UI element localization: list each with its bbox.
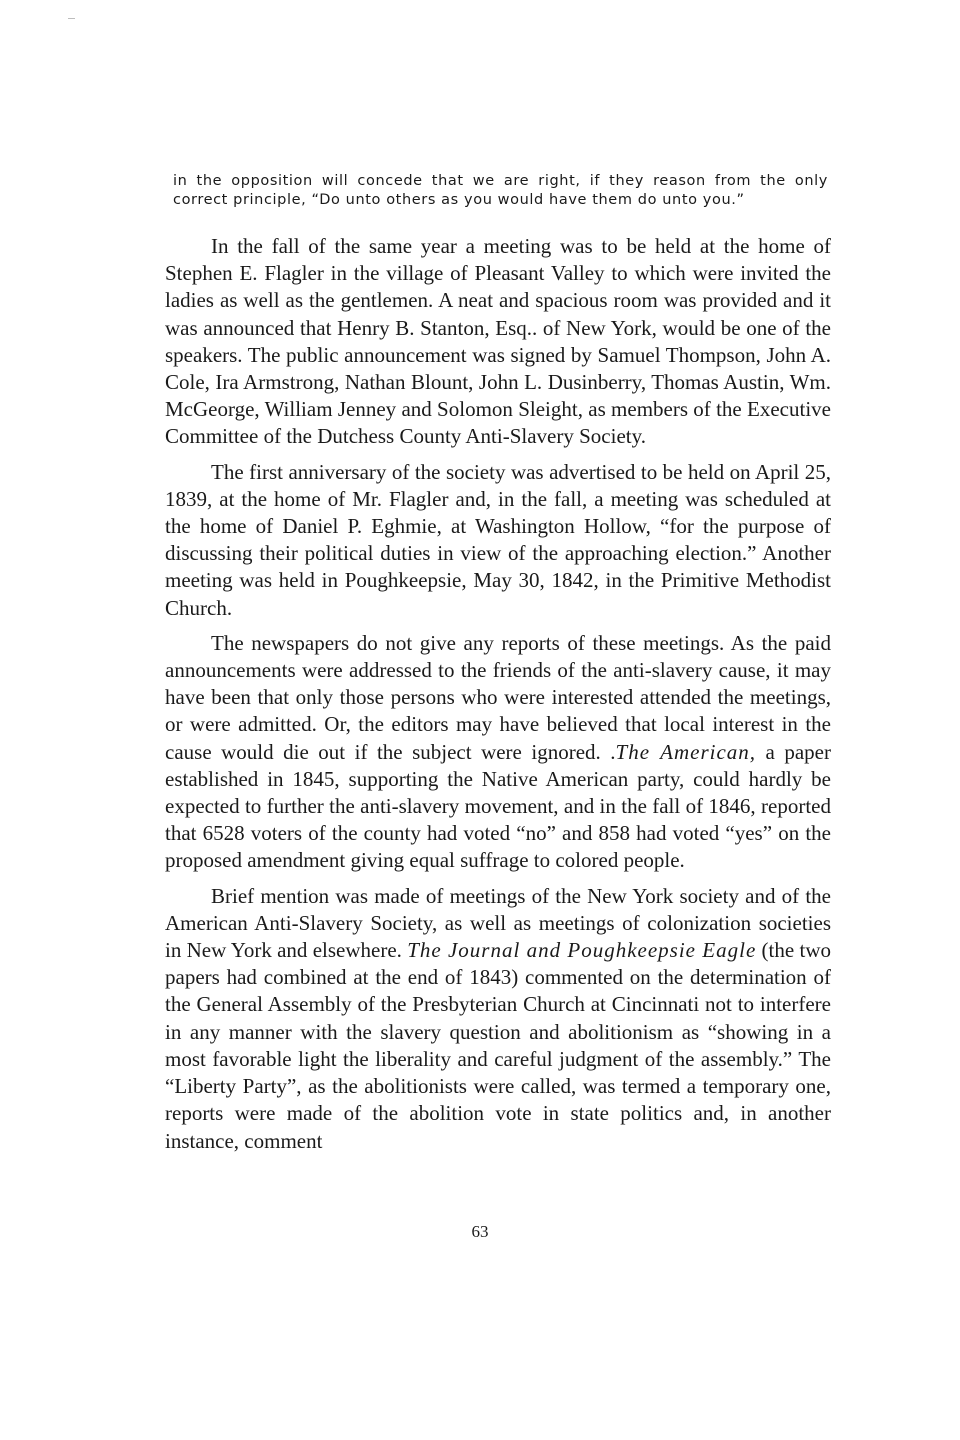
body-text: [165, 233, 831, 1163]
paragraph-text: The first anniversary of the society was advertised to be held on April 25, 1839, at the home of Mr. Flagler and, in the fall, a meeting was scheduled at the home of Daniel P. Eghmie, at Washington Hollow, “for the purpose of discussing their political duties in view of the approaching election.” Another meeting was held in Poughkeepsie, May 30, 1842, in the Primitive Methodist Church.: [165, 459, 831, 620]
newspaper-title: The Journal and Poughkeepsie Eagle: [407, 938, 757, 963]
scan-mark: [68, 18, 75, 19]
paragraph-text: The newspapers do not give any reports of these meetings. As the paid announcements were addressed to the friends of the anti-slavery cause, it may have been that only those persons who were interested attended the meetings, or were admitted. Or, the editors may have believed that local interest in the cause would die out if the subject were ignored. .: [165, 630, 831, 764]
paragraph-text: In the fall of the same year a meeting was to be held at the home of Stephen E. Flagler in the village of Pleasant Valley to which were invited the ladies as well as the gentlemen. A neat and spacious room was provided and it was announced that Henry B. Stanton, Esq.. of New York, would be one of the speakers. The public announcement was signed by Samuel Thompson, John A. Cole, Ira Armstrong, Nathan Blount, John L. Dusinberry, Thomas Austin, Wm. McGeorge, William Jenney and Solomon Sleight, as members of the Executive Committee of the Dutchess County Anti-Slavery Society.: [165, 234, 831, 449]
newspaper-title: The American,: [615, 739, 757, 764]
paragraph-text: (the two papers had combined at the end of 1843) commented on the determination of the General Assembly of the Presbyterian Church at Cincinnati not to interfere in any manner with the slavery question and abolitionism as “showing in a most favorable light the liberality and careful judgment of the assembly.” The “Liberty Party”, as the abolitionists were called, was termed a temporary one, reports were made of the abolition vote in state politics and, in another instance, comment: [165, 938, 831, 1153]
paragraph-text: a paper established in 1845, supporting the Native American party, could hardly be expected to further the anti-slavery movement, and in the fall of 1846, reported that 6528 voters of the county had voted “no” and 858 had voted “yes” on the proposed amendment giving equal suffrage to colored people.: [165, 739, 831, 873]
paragraph: [165, 630, 831, 875]
paragraph: [165, 883, 831, 1155]
page-number: 63: [471, 1222, 489, 1241]
paragraph-text: Brief mention was made of meetings of the New York society and of the American Anti-Slavery Society, as well as meetings of colonization societies in New York and elsewhere.: [165, 883, 831, 963]
paragraph: [165, 459, 831, 622]
block-quote: in the opposition will concede that we are right, if they reason from the only correct principle, “Do unto others as you would have them do unto you.”: [173, 173, 828, 208]
paragraph: [165, 233, 831, 451]
